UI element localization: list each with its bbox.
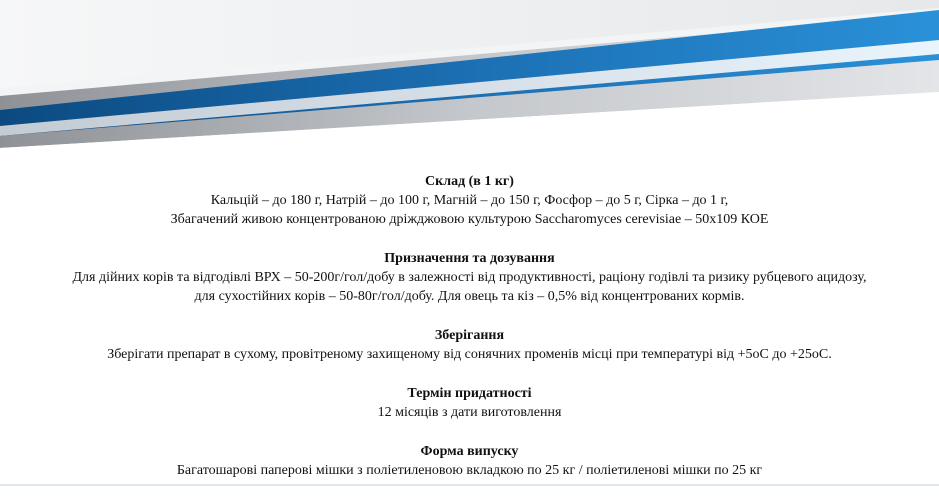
section-text: Для дійних корів та відгодівлі ВРХ – 50-200г/гол/добу в залежності від продуктивності, раціону годівлі та ризику рубцевого ацидозу, [72,270,867,285]
section-title: Склад (в 1 кг) [425,174,514,189]
section-title: Термін придатності [407,386,532,401]
decorative-header-banner [0,0,939,150]
section-packaging [0,442,939,480]
section-storage [0,326,939,364]
section-title: Призначення та дозування [384,251,555,266]
section-text: для сухостійних корів – 50-80г/гол/добу. Для овець та кіз – 0,5% від концентрованих кормів. [194,289,745,304]
section-purpose-dosage [0,249,939,306]
section-text: Зберігати препарат в сухому, провітреному захищеному від сонячних променів місці при температурі від +5оС до +25оС. [107,347,832,362]
section-composition [0,172,939,229]
product-info [0,172,939,500]
section-text: Багатошарові паперові мішки з поліетиленовою вкладкою по 25 кг / поліетиленові мішки по 25 кг [176,463,763,478]
section-title: Форма випуску [420,444,519,459]
section-text: 12 місяців з дати виготовлення [377,405,562,420]
section-text: Збагачений живою концентрованою дріжджовою культурою Saccharomyces cerevisiae – 50x109 КОЕ [170,212,769,227]
section-text: Кальцій – до 180 г, Натрій – до 100 г, Магній – до 150 г, Фосфор – до 5 г, Сірка – до 1 г, [210,193,729,208]
section-shelf-life [0,384,939,422]
section-title: Зберігання [434,328,505,343]
